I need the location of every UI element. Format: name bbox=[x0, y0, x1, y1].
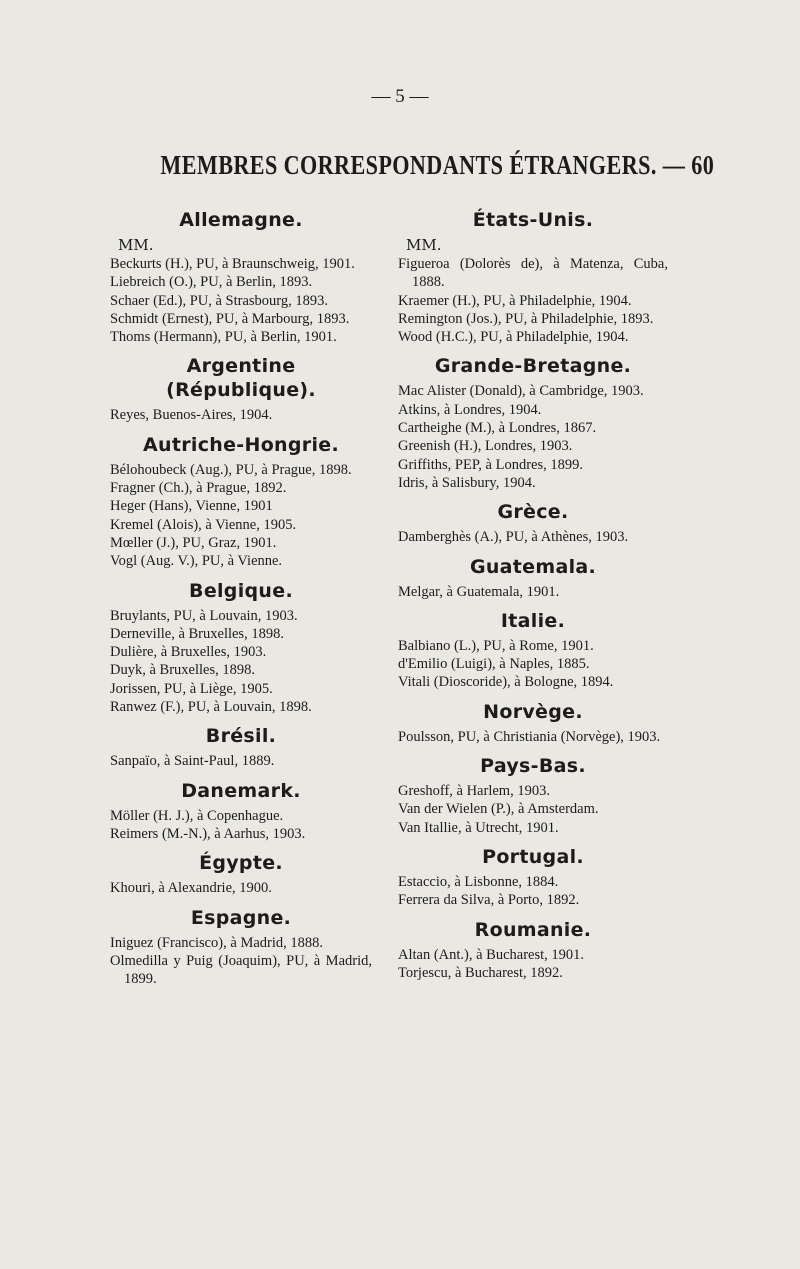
member-entry: Greshoff, à Harlem, 1903. bbox=[398, 783, 550, 800]
member-entry: Olmedilla y Puig (Joaquim), PU, à Madrid, 1899. bbox=[110, 952, 372, 988]
member-list bbox=[398, 946, 668, 983]
member-entry: Mac Alister (Donald), à Cambridge, 1903. bbox=[398, 383, 644, 400]
member-entry: Cartheighe (M.), à Londres, 1867. bbox=[398, 420, 597, 437]
member-entry: Beckurts (H.), PU, à Braunschweig, 1901. bbox=[110, 256, 355, 272]
member-entry: Dulière, à Bruxelles, 1903. bbox=[110, 644, 267, 661]
member-entry: Schaer (Ed.), PU, à Strasbourg, 1893. bbox=[110, 292, 329, 309]
member-list bbox=[110, 934, 372, 989]
member-entry: Liebreich (O.), PU, à Berlin, 1893. bbox=[110, 274, 313, 291]
member-entry: Bruylants, PU, à Louvain, 1903. bbox=[110, 607, 298, 624]
member-list bbox=[398, 528, 668, 546]
member-entry: Schmidt (Ernest), PU, à Marbourg, 1893. bbox=[110, 310, 350, 327]
member-entry: Estaccio, à Lisbonne, 1884. bbox=[398, 873, 559, 890]
country-heading: Belgique. bbox=[189, 579, 293, 602]
member-entry: Idris, à Salisbury, 1904. bbox=[398, 474, 536, 491]
member-entry: Möller (H. J.), à Copenhague. bbox=[110, 807, 284, 824]
country-heading: Grèce. bbox=[497, 501, 569, 524]
member-list bbox=[398, 873, 668, 910]
member-list bbox=[110, 461, 372, 571]
member-entry: Greenish (H.), Londres, 1903. bbox=[398, 438, 573, 455]
member-entry: Ranwez (F.), PU, à Louvain, 1898. bbox=[110, 699, 312, 716]
country-heading: Autriche-Hongrie. bbox=[143, 433, 339, 456]
member-entry: Figueroa (Dolorès de), à Matenza, Cuba, 1888. bbox=[398, 256, 668, 291]
member-entry: Altan (Ant.), à Bucharest, 1901. bbox=[398, 946, 585, 963]
member-entry: Damberghès (A.), PU, à Athènes, 1903. bbox=[398, 529, 629, 546]
member-entry: Bélohoubeck (Aug.), PU, à Prague, 1898. bbox=[110, 461, 352, 478]
member-entry: Mœller (J.), PU, Graz, 1901. bbox=[110, 534, 277, 551]
member-entry: Wood (H.C.), PU, à Philadelphie, 1904. bbox=[398, 329, 629, 346]
member-entry: Melgar, à Guatemala, 1901. bbox=[398, 583, 560, 600]
country-heading: Espagne. bbox=[190, 906, 292, 929]
member-list bbox=[110, 406, 372, 424]
member-entry: Griffiths, PEP, à Londres, 1899. bbox=[398, 456, 584, 473]
member-list bbox=[398, 637, 668, 692]
country-heading: Italie. bbox=[500, 609, 566, 632]
country-heading: Argentine (République). bbox=[166, 355, 316, 402]
country-heading: Égypte. bbox=[199, 852, 283, 875]
country-heading: Brésil. bbox=[205, 725, 277, 748]
member-list bbox=[398, 255, 668, 346]
member-entry: Ferrera da Silva, à Porto, 1892. bbox=[398, 892, 580, 909]
country-heading: États-Unis. bbox=[472, 209, 594, 231]
member-entry: d'Emilio (Luigi), à Naples, 1885. bbox=[398, 656, 590, 673]
mm-label: MM. bbox=[406, 236, 442, 254]
right-column bbox=[398, 200, 668, 982]
country-heading: Norvège. bbox=[483, 700, 583, 723]
member-entry: Van der Wielen (P.), à Amsterdam. bbox=[398, 801, 599, 818]
member-list bbox=[110, 752, 372, 770]
member-entry: Kraemer (H.), PU, à Philadelphie, 1904. bbox=[398, 292, 632, 309]
member-entry: Remington (Jos.), PU, à Philadelphie, 1893. bbox=[398, 310, 654, 327]
member-list bbox=[110, 879, 372, 897]
page-title: MEMBRES CORRESPONDANTS ÉTRANGERS. — 60 bbox=[160, 150, 715, 180]
page-number: — 5 — bbox=[371, 86, 429, 107]
mm-label: MM. bbox=[118, 236, 154, 254]
country-heading: Danemark. bbox=[181, 779, 301, 802]
country-heading: Allemagne. bbox=[179, 209, 303, 231]
member-entry: Torjescu, à Bucharest, 1892. bbox=[398, 964, 563, 981]
member-entry: Iniguez (Francisco), à Madrid, 1888. bbox=[110, 934, 324, 951]
member-entry: Fragner (Ch.), à Prague, 1892. bbox=[110, 480, 287, 497]
member-entry: Khouri, à Alexandrie, 1900. bbox=[110, 880, 272, 897]
member-entry: Sanpaïo, à Saint-Paul, 1889. bbox=[110, 753, 275, 770]
member-entry: Poulsson, PU, à Christiania (Norvège), 1903. bbox=[398, 728, 661, 745]
member-entry: Reyes, Buenos-Aires, 1904. bbox=[110, 407, 273, 424]
member-list bbox=[110, 807, 372, 844]
member-entry: Atkins, à Londres, 1904. bbox=[398, 401, 542, 418]
member-list bbox=[398, 728, 668, 746]
member-list bbox=[398, 583, 668, 601]
country-heading: Grande-Bretagne. bbox=[434, 355, 632, 378]
country-heading: Roumanie. bbox=[474, 918, 592, 941]
member-entry: Thoms (Hermann), PU, à Berlin, 1901. bbox=[110, 329, 337, 346]
member-entry: Vitali (Dioscoride), à Bologne, 1894. bbox=[398, 674, 614, 691]
country-heading: Guatemala. bbox=[469, 555, 597, 578]
member-list bbox=[110, 607, 372, 717]
member-entry: Derneville, à Bruxelles, 1898. bbox=[110, 625, 284, 642]
member-entry: Reimers (M.-N.), à Aarhus, 1903. bbox=[110, 825, 306, 842]
member-entry: Van Itallie, à Utrecht, 1901. bbox=[398, 819, 559, 836]
member-list bbox=[110, 255, 372, 346]
member-entry: Jorissen, PU, à Liège, 1905. bbox=[110, 680, 273, 697]
member-entry: Balbiano (L.), PU, à Rome, 1901. bbox=[398, 637, 594, 654]
member-list bbox=[398, 782, 668, 837]
member-entry: Heger (Hans), Vienne, 1901 bbox=[110, 498, 273, 515]
member-list bbox=[398, 382, 668, 492]
country-heading: Portugal. bbox=[482, 845, 584, 868]
member-entry: Kremel (Alois), à Vienne, 1905. bbox=[110, 516, 297, 533]
member-entry: Duyk, à Bruxelles, 1898. bbox=[110, 662, 255, 679]
country-heading: Pays-Bas. bbox=[480, 755, 586, 778]
member-entry: Vogl (Aug. V.), PU, à Vienne. bbox=[110, 553, 283, 570]
left-column bbox=[110, 200, 372, 988]
